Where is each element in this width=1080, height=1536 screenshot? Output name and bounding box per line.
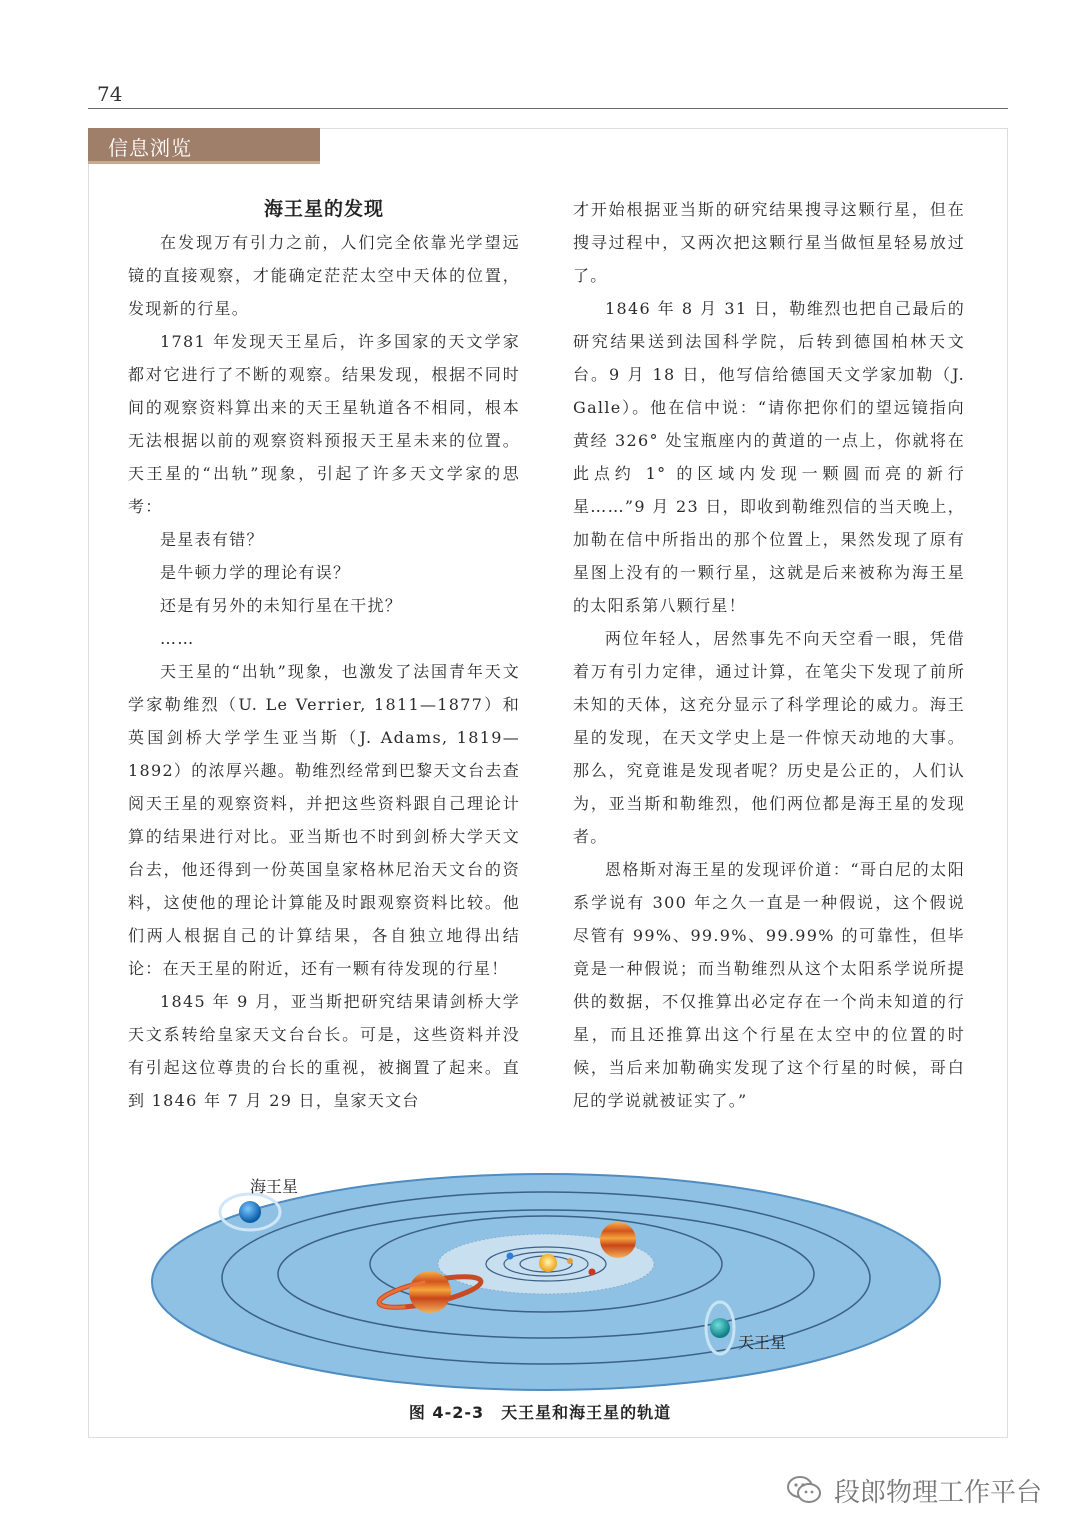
neptune-label: 海王星 — [250, 1177, 299, 1196]
neptune — [239, 1201, 261, 1223]
uranus-label: 天王星 — [738, 1333, 787, 1352]
watermark-text: 段郎物理工作平台 — [834, 1477, 1043, 1508]
paragraph: 是星表有错？ — [160, 530, 264, 549]
paragraph: 还是有另外的未知行星在干扰？ — [160, 596, 403, 615]
saturn — [409, 1271, 451, 1313]
article-title: 海王星的发现 — [263, 198, 384, 220]
figure-caption: 图 4-2-3 天王星和海王星的轨道 — [408, 1403, 672, 1422]
paragraph: 1781 年发现天王星后，许多国家的天文学家都对它进行了不断的观察。结果发现，根据不同时间的观察资料算出来的天王星轨道各不相同，根本无法根据以前的观察资料预报天王星未来的位置。天王星的“出轨”现象，引起了许多天文学家的思考： — [128, 332, 520, 516]
wechat-icon — [786, 1475, 822, 1505]
section-tab — [88, 128, 320, 164]
paragraph: 1846 年 8 月 31 日，勒维烈也把自己最后的研究结果送到法国科学院，后转到德国柏林天文台。9 月 18 日，他写信给德国天文学家加勒（J. Galle）。他在信中说：“请你把你们的望远镜指向黄经 326° 处宝瓶座内的黄道的一点上，你就将在此点约 1° 的区域内发现一颗圆而亮的新行星……”9 月 23 日，即收到勒维烈信的当天晚上，加勒在信中所指出的那个位置上，果然发现了原有星图上没有的一颗行星，这就是后来被称为海王星的太阳系第八颗行星！ — [573, 299, 965, 615]
paragraph: 恩格斯对海王星的发现评价道：“哥白尼的太阳系学说有 300 年之久一直是一种假说，这个假说尽管有 99%、99.9%、99.99% 的可靠性，但毕竟是一种假说；而当勒维烈从这个太阳系学说所提供的数据，不仅推算出必定存在一个尚未知道的行星，而且还推算出这个行星在太空中的位置的时候，当后来加勒确实发现了这个行星的时候，哥白尼的学说就被证实了。” — [573, 860, 965, 1110]
left-column — [128, 193, 520, 1117]
paragraph: 是牛顿力学的理论有误？ — [160, 563, 351, 582]
paragraph: 才开始根据亚当斯的研究结果搜寻这颗行星，但在搜寻过程中，又两次把这颗行星当做恒星轻易放过了。 — [573, 200, 965, 285]
right-column — [573, 193, 965, 1117]
uranus — [710, 1318, 730, 1338]
section-label: 信息浏览 — [108, 136, 192, 160]
paragraph: 天王星的“出轨”现象，也激发了法国青年天文学家勒维烈（U. Le Verrier, 1811—1877）和英国剑桥大学学生亚当斯（J. Adams, 1819—1892）的浓厚兴趣。勒维烈经常到巴黎天文台去查阅天王星的观察资料，并把这些资料跟自己理论计算的结果进行对比。亚当斯也不时到剑桥大学天文台去，他还得到一份英国皇家格林尼治天文台的资料，这使他的理论计算能及时跟观察资料比较。他们两人根据自己的计算结果，各自独立地得出结论：在天王星的附近，还有一颗有待发现的行星！ — [128, 662, 520, 978]
mars — [589, 1269, 596, 1276]
page-number: 74 — [97, 82, 123, 106]
orbit-figure — [150, 1160, 950, 1400]
paragraph: 在发现万有引力之前，人们完全依靠光学望远镜的直接观察，才能确定茫茫太空中天体的位置，发现新的行星。 — [128, 233, 520, 318]
paragraph: 1845 年 9 月，亚当斯把研究结果请剑桥大学天文系转给皇家天文台台长。可是，这些资料并没有引起这位尊贵的台长的重视，被搁置了起来。直到 1846 年 7 月 29 日，皇家天文台 — [128, 992, 520, 1110]
paragraph: 两位年轻人，居然事先不向天空看一眼，凭借着万有引力定律，通过计算，在笔尖下发现了前所未知的天体，这充分显示了科学理论的威力。海王星的发现，在天文学史上是一件惊天动地的大事。那么，究竟谁是发现者呢？历史是公正的，人们认为，亚当斯和勒维烈，他们两位都是海王星的发现者。 — [573, 629, 965, 846]
mercury — [567, 1258, 573, 1264]
paragraph: …… — [160, 629, 195, 648]
sun — [539, 1254, 557, 1272]
watermark — [786, 1470, 1042, 1510]
jupiter — [600, 1222, 636, 1258]
header-rule — [88, 108, 1008, 109]
venus — [507, 1253, 514, 1260]
